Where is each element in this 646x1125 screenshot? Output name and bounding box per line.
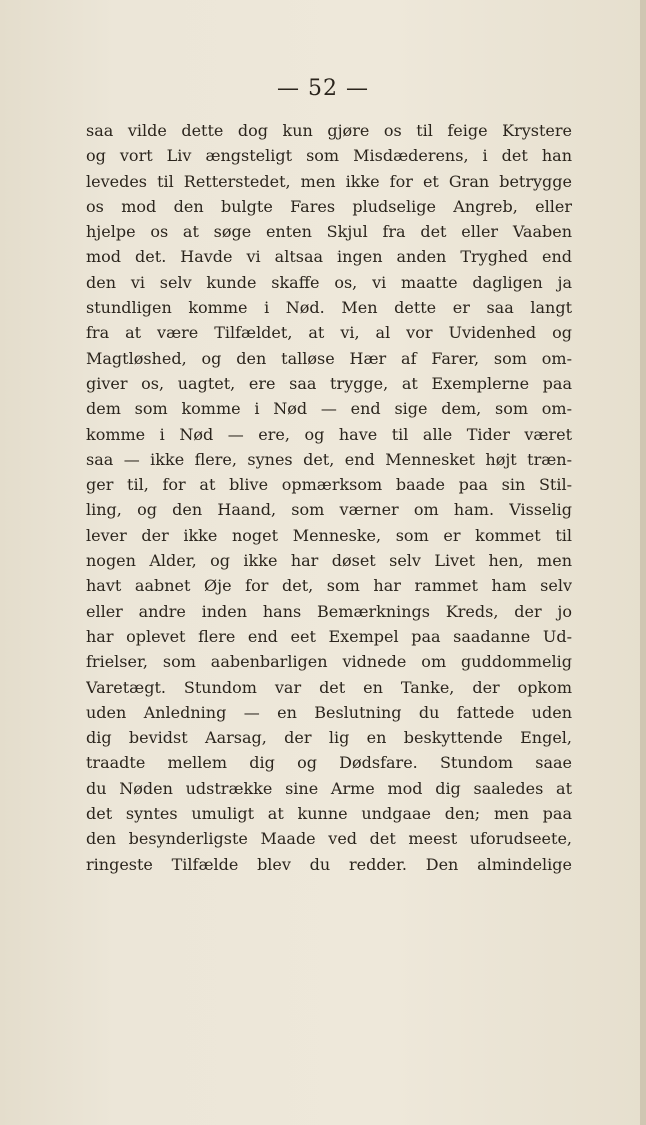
text-line: fra at være Tilfældet, at vi, al vor Uvidenhed og: [86, 323, 572, 343]
text-line: Magtløshed, og den talløse Hær af Farer, som om-: [86, 348, 572, 368]
page-number: — 52 —: [277, 76, 369, 101]
text-line: mod det. Havde vi altsaa ingen anden Tryghed end: [86, 247, 572, 267]
text-line: os mod den bulgte Fares pludselige Angreb, eller: [86, 196, 572, 216]
text-line: den besynderligste Maade ved det meest uforudseete,: [86, 829, 572, 849]
text-line: havt aabnet Øje for det, som har rammet ham selv: [86, 576, 572, 596]
body-text: [86, 118, 572, 877]
text-line: frielser, som aabenbarligen vidnede om guddommelig: [86, 652, 572, 672]
text-line: den vi selv kunde skaffe os, vi maatte dagligen ja: [86, 272, 572, 292]
text-line: nogen Alder, og ikke har døset selv Livet hen, men: [86, 551, 572, 571]
text-line: ger til, for at blive opmærksom baade paa sin Stil-: [86, 475, 572, 495]
text-line: hjelpe os at søge enten Skjul fra det eller Vaaben: [86, 222, 572, 242]
text-line: traadte mellem dig og Dødsfare. Stundom saae: [86, 753, 572, 773]
text-line: komme i Nød — ere, og have til alle Tider været: [86, 424, 572, 444]
text-line: det syntes umuligt at kunne undgaae den; men paa: [86, 804, 572, 824]
text-line: saa vilde dette dog kun gjøre os til feige Krystere: [86, 121, 572, 140]
text-line: lever der ikke noget Menneske, som er kommet til: [86, 525, 572, 545]
text-line: har oplevet flere end eet Exempel paa saadanne Ud-: [86, 626, 572, 646]
text-line: saa — ikke flere, synes det, end Mennesket højt træn-: [86, 449, 572, 469]
text-line: dig bevidst Aarsag, der lig en beskyttende Engel,: [86, 728, 572, 748]
page-edge: [640, 0, 646, 1125]
text-line: levedes til Retterstedet, men ikke for et Gran betrygge: [86, 171, 572, 191]
text-line: stundligen komme i Nød. Men dette er saa langt: [86, 298, 572, 318]
text-line: og vort Liv ængsteligt som Misdæderens, i det han: [86, 146, 572, 166]
text-line: ling, og den Haand, som værner om ham. Visselig: [86, 500, 572, 520]
text-line: du Nøden udstrække sine Arme mod dig saaledes at: [86, 778, 572, 798]
text-line: Varetægt. Stundom var det en Tanke, der opkom: [86, 677, 572, 697]
text-line: uden Anledning — en Beslutning du fattede uden: [86, 702, 572, 722]
text-line: dem som komme i Nød — end sige dem, som om-: [86, 399, 572, 419]
text-line: giver os, uagtet, ere saa trygge, at Exemplerne paa: [86, 373, 572, 393]
text-line: ringeste Tilfælde blev du redder. Den almindelige: [86, 854, 572, 874]
text-line: eller andre inden hans Bemærknings Kreds, der jo: [86, 601, 572, 621]
